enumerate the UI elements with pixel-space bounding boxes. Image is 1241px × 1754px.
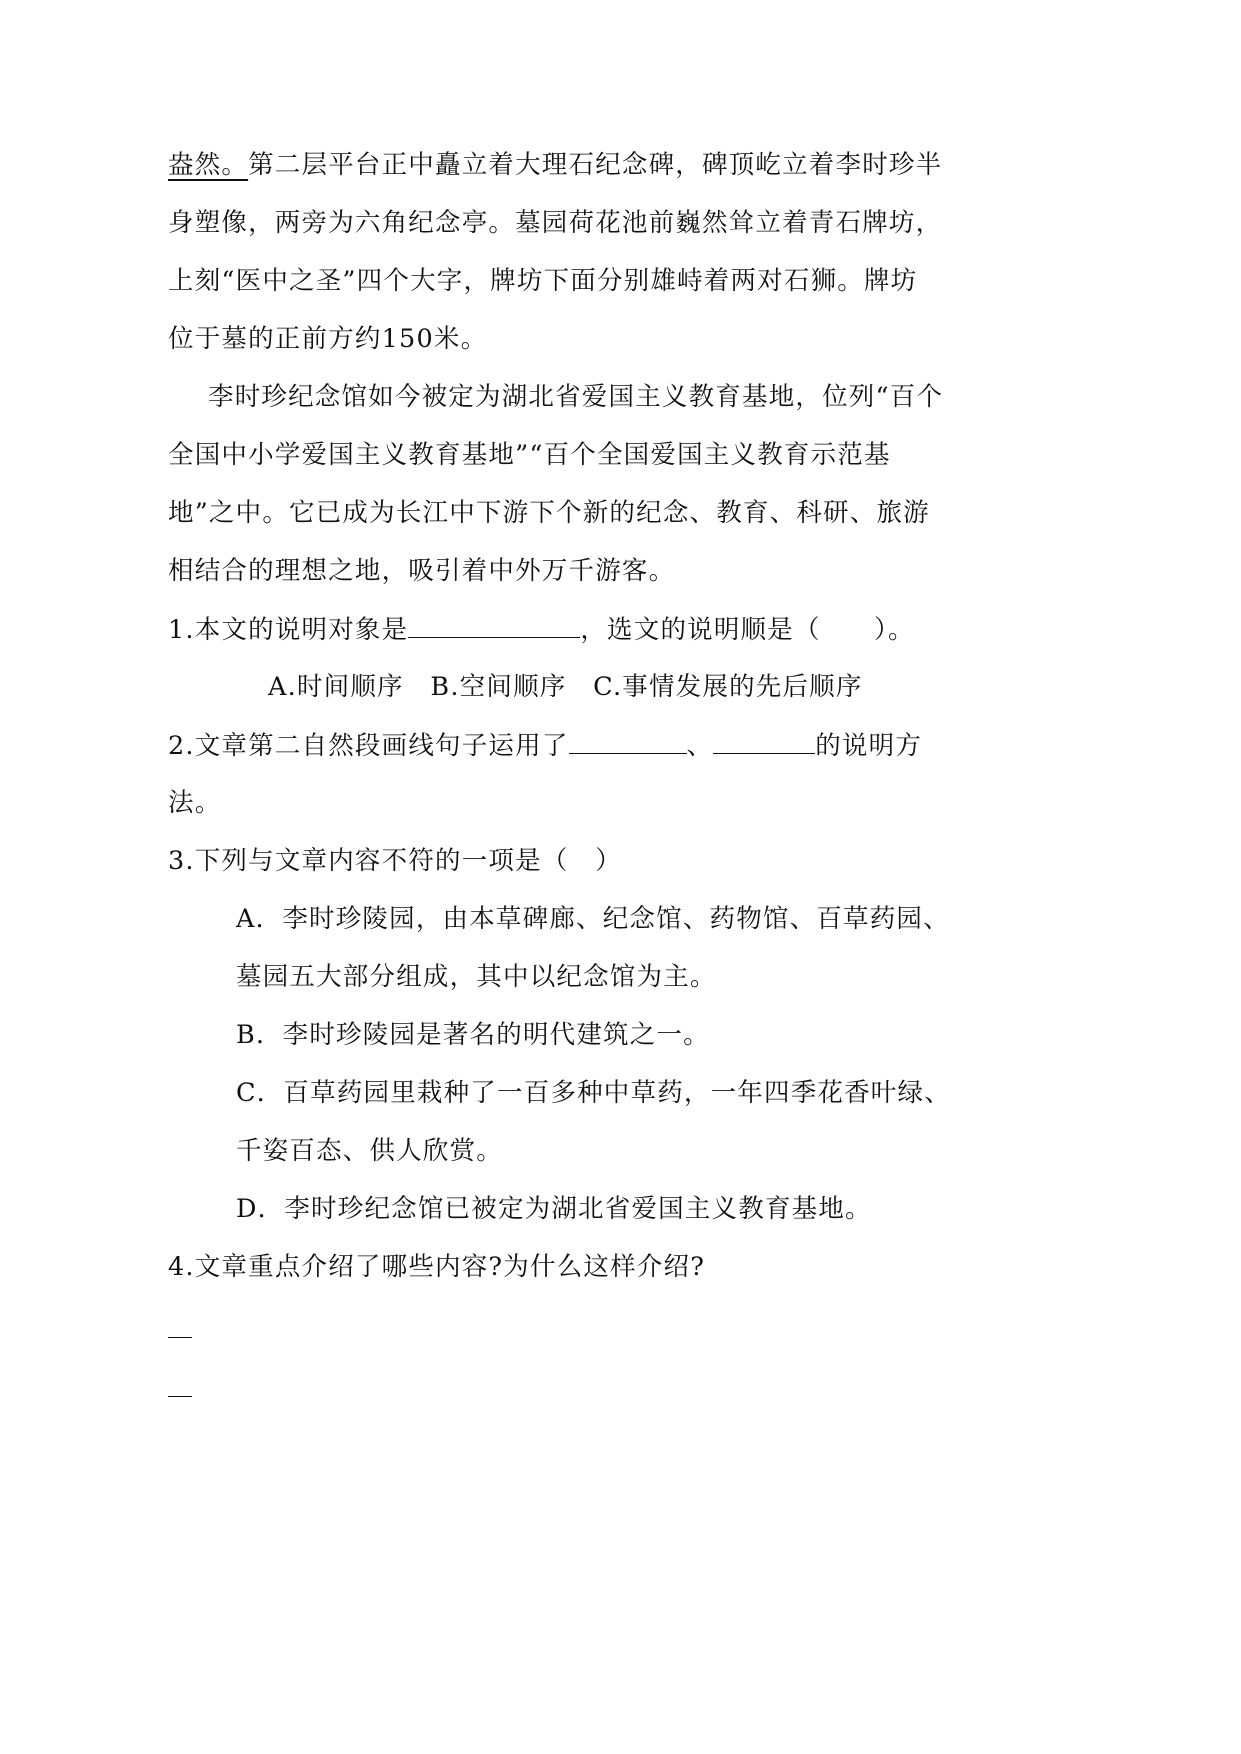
text-line: 上刻“医中之圣”四个大字，牌坊下面分别雄峙着两对石狮。牌坊 [168, 266, 918, 296]
text-line: 身塑像，两旁为六角纪念亭。墓园荷花池前巍然耸立着青石牌坊， [168, 208, 943, 238]
text-line: 全国中小学爱国主义教育基地”“百个全国爱国主义教育示范基 [168, 440, 891, 470]
option-b: B．李时珍陵园是著名的明代建筑之一。 [236, 1020, 710, 1050]
question-3: 3.下列与文章内容不符的一项是（ ） [168, 846, 622, 876]
text-line: 相结合的理想之地，吸引着中外万千游客。 [168, 556, 676, 586]
answer-line[interactable] [168, 1396, 192, 1397]
question-1: 1.本文的说明对象是 ，选文的说明顺是（ ）。 [168, 615, 915, 645]
option-d: D．李时珍纪念馆已被定为湖北省爱国主义教育基地。 [236, 1194, 872, 1224]
question-2: 2.文章第二自然段画线句子运用了 、 的说明方 [168, 731, 923, 761]
option-a: A．李时珍陵园，由本草碑廊、纪念馆、药物馆、百草药园、 [236, 904, 950, 934]
underlined-sentence-end: 盎然。 [168, 150, 249, 180]
text-line: 位于墓的正前方约150米。 [168, 324, 488, 354]
text-line: 法。 [168, 788, 222, 818]
question-4: 4.文章重点介绍了哪些内容?为什么这样介绍? [168, 1252, 706, 1282]
text-line: 地”之中。它已成为长江中下游下个新的纪念、教育、科研、旅游 [168, 498, 930, 528]
answer-blank[interactable] [569, 729, 687, 754]
option-c-cont: 千姿百态、供人欣赏。 [236, 1136, 504, 1166]
answer-blank[interactable] [408, 613, 580, 638]
question-1-options: A.时间顺序 B.空间顺序 C.事情发展的先后顺序 [268, 672, 863, 702]
answer-blank[interactable] [713, 729, 815, 754]
answer-line[interactable] [168, 1337, 192, 1338]
option-c: C．百草药园里栽种了一百多种中草药，一年四季花香叶绿、 [236, 1078, 951, 1108]
text-line: 李时珍纪念馆如今被定为湖北省爱国主义教育基地，位列“百个 [208, 382, 944, 412]
option-a-cont: 墓园五大部分组成，其中以纪念馆为主。 [236, 962, 717, 992]
text-line: 盎然。第二层平台正中矗立着大理石纪念碑，碑顶屹立着李时珍半 [168, 150, 943, 180]
